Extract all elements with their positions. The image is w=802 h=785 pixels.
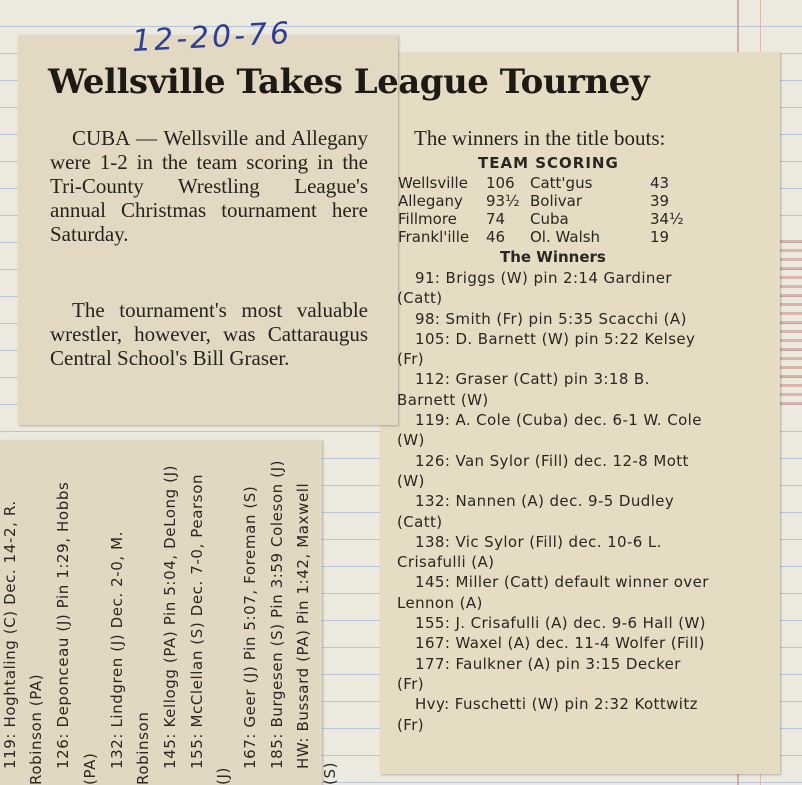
side-result: HW: Bussard (PA) Pin 1:42, Maxwell (S)	[294, 482, 340, 785]
team-score: 106	[486, 174, 515, 192]
team-name: Wellsville	[398, 174, 468, 192]
team-name: Catt'gus	[530, 174, 593, 192]
team-name: Allegany	[398, 192, 463, 210]
side-result: 185: Burgesen (S) Pin 3:59 Coleson (J)	[267, 459, 286, 769]
side-result: 155: McClellan (S) Dec. 7-0, Pearson (J)	[187, 473, 233, 785]
team-scoring-row	[398, 210, 690, 228]
side-clipping-text-area	[0, 440, 340, 785]
side-clipping-results	[0, 455, 344, 785]
team-name: Bolivar	[530, 192, 583, 210]
bout-result: 177: Faulkner (A) pin 3:15 Decker (Fr)	[397, 654, 681, 693]
team-score: 19	[650, 228, 670, 246]
bout-result: 145: Miller (Catt) default winner over Lennon (A)	[397, 573, 709, 612]
team-scoring-row	[398, 174, 690, 192]
team-scoring-table	[398, 174, 690, 246]
side-result: 126: Deponceau (J) Pin 1:29, Hobbs (PA)	[54, 481, 99, 785]
bout-result: 105: D. Barnett (W) pin 5:22 Kelsey (Fr)	[397, 329, 696, 369]
team-name: Cuba	[530, 210, 569, 228]
team-score: 93½	[486, 192, 520, 210]
team-name: Frankl'ille	[398, 228, 470, 246]
team-scoring-row	[398, 228, 690, 246]
team-score: 43	[650, 174, 670, 192]
side-result: 167: Geer (J) Pin 5:07, Foreman (S)	[241, 485, 260, 769]
headline: Wellsville Takes League Tourney	[48, 62, 650, 102]
team-score: 39	[650, 192, 670, 210]
bout-result: 119: A. Cole (Cuba) dec. 6-1 W. Cole (W)	[397, 411, 702, 450]
team-score: 46	[486, 228, 506, 246]
article-paragraph: CUBA — Wellsville and Allegany were 1-2 in the team scoring in the Tri-County Wrestling League's annual Christmas tournament here Saturday.	[50, 126, 368, 246]
bout-result: 132: Nannen (A) dec. 9-5 Dudley (Catt)	[397, 492, 675, 531]
bout-result: 138: Vic Sylor (Fill) dec. 10-6 L. Crisafulli (A)	[397, 532, 662, 572]
bout-result: 126: Van Sylor (Fill) dec. 12-8 Mott (W)	[397, 451, 689, 490]
team-score: 74	[486, 210, 506, 228]
team-name: Fillmore	[398, 210, 457, 228]
team-scoring-row	[398, 192, 690, 210]
team-scoring-title: TEAM SCORING	[478, 154, 619, 172]
bout-result: 91: Briggs (W) pin 2:14 Gardiner (Catt)	[397, 269, 672, 308]
side-result: 145: Kellogg (PA) Pin 5:04, DeLong (J)	[160, 464, 179, 769]
bout-result: 112: Graser (Catt) pin 3:18 B. Barnett (W)	[397, 370, 650, 409]
bout-result: 155: J. Crisafulli (A) dec. 9-6 Hall (W)	[415, 614, 706, 633]
side-result: 132: Lindgren (J) Dec. 2-0, M. Robinson	[107, 530, 153, 785]
team-name: Ol. Walsh	[530, 228, 601, 246]
bout-result: 167: Waxel (A) dec. 11-4 Wolfer (Fill)	[415, 634, 705, 653]
winners-intro: The winners in the title bouts:	[414, 126, 666, 150]
side-result: 119: Hoghtaling (C) Dec. 14-2, R. Robinson (PA)	[0, 500, 46, 785]
article-paragraph: The tournament's most valuable wrestler, however, was Cattaraugus Central School's Bill Graser.	[50, 298, 368, 370]
team-score: 34½	[650, 210, 684, 228]
handwritten-date: 12-20-76	[131, 15, 293, 60]
bout-result: Hvy: Fuschetti (W) pin 2:32 Kottwitz (Fr)	[397, 695, 698, 734]
bout-result: 98: Smith (Fr) pin 5:35 Scacchi (A)	[415, 309, 687, 328]
winners-title: The Winners	[500, 248, 606, 266]
bout-results-list	[397, 268, 713, 735]
